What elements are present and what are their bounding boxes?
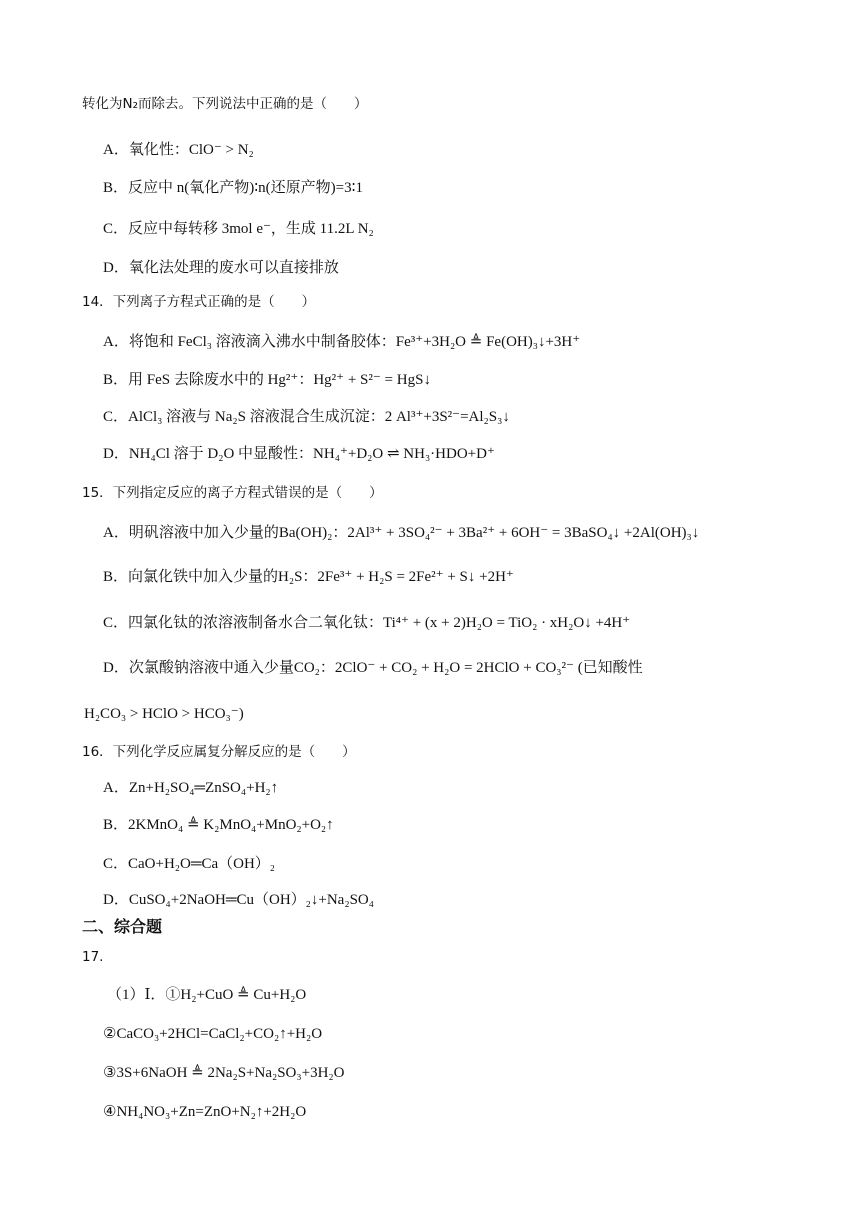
q17-reaction-3: ③3S+6NaOH ≜ 2Na₂S+Na₂SO₃+3H₂O: [103, 1065, 345, 1081]
q14-option-d: D．NH₄Cl 溶于 D₂O 中显酸性：NH₄⁺+D₂O ⇌ NH₃·HDO+D⁺: [103, 446, 495, 462]
q13-stem-continuation: 转化为N₂而除去。下列说法中正确的是（ ）: [82, 96, 368, 112]
q14-option-b: B．用 FeS 去除废水中的 Hg²⁺：Hg²⁺ + S²⁻ = HgS↓: [103, 372, 431, 388]
q13-option-c: C．反应中每转移 3mol e⁻，生成 11.2L N₂: [103, 221, 374, 237]
q15-option-b: B．向氯化铁中加入少量的H₂S：2Fe³⁺ + H₂S = 2Fe²⁺ + S↓ +2H⁺: [103, 569, 514, 585]
q16-option-b: B．2KMnO₄ ≜ K₂MnO₄+MnO₂+O₂↑: [103, 817, 334, 833]
q15-option-a: A．明矾溶液中加入少量的Ba(OH)₂：2Al³⁺ + 3SO₄²⁻ + 3Ba²⁺ + 6OH⁻ = 3BaSO₄↓ +2Al(OH)₃↓: [103, 525, 700, 541]
q15-option-c: C．四氯化钛的浓溶液制备水合二氧化钛：Ti⁴⁺ + (x + 2)H₂O = TiO₂ · xH₂O↓ +4H⁺: [103, 615, 631, 631]
q14-option-a: A．将饱和 FeCl₃ 溶液滴入沸水中制备胶体：Fe³⁺+3H₂O ≜ Fe(OH)₃↓+3H⁺: [103, 334, 581, 350]
q16-option-c: C．CaO+H₂O═Ca（OH）₂: [103, 856, 276, 872]
q16-option-a: A．Zn+H₂SO₄═ZnSO₄+H₂↑: [103, 780, 279, 796]
q13-option-d: D．氧化法处理的废水可以直接排放: [103, 260, 339, 276]
section-heading: 二、综合题: [82, 917, 163, 936]
q15-option-d-continuation: H₂CO₃ > HClO > HCO₃⁻): [84, 706, 244, 722]
q16-stem: 16．下列化学反应属复分解反应的是（ ）: [82, 744, 356, 760]
q13-option-a: A．氧化性：ClO⁻ > N₂: [103, 142, 254, 158]
q15-stem: 15．下列指定反应的离子方程式错误的是（ ）: [82, 485, 383, 501]
q17-reaction-4: ④NH₄NO₃+Zn=ZnO+N₂↑+2H₂O: [103, 1104, 307, 1120]
q14-option-c: C．AlCl₃ 溶液与 Na₂S 溶液混合生成沉淀：2 Al³⁺+3S²⁻=Al₂S₃↓: [103, 409, 510, 425]
q16-option-d: D．CuSO₄+2NaOH═Cu（OH）₂↓+Na₂SO₄: [103, 892, 374, 908]
q17-number: 17.: [82, 949, 104, 965]
q17-reaction-1: （1）Ⅰ．①H₂+CuO ≜ Cu+H₂O: [107, 987, 307, 1003]
q13-option-b: B．反应中 n(氧化产物)∶n(还原产物)=3∶1: [103, 180, 364, 196]
q14-stem: 14．下列离子方程式正确的是（ ）: [82, 294, 316, 310]
q17-reaction-2: ②CaCO₃+2HCl=CaCl₂+CO₂↑+H₂O: [103, 1026, 323, 1042]
q15-option-d: D．次氯酸钠溶液中通入少量CO₂：2ClO⁻ + CO₂ + H₂O = 2HClO + CO₃²⁻ (已知酸性: [103, 660, 643, 676]
